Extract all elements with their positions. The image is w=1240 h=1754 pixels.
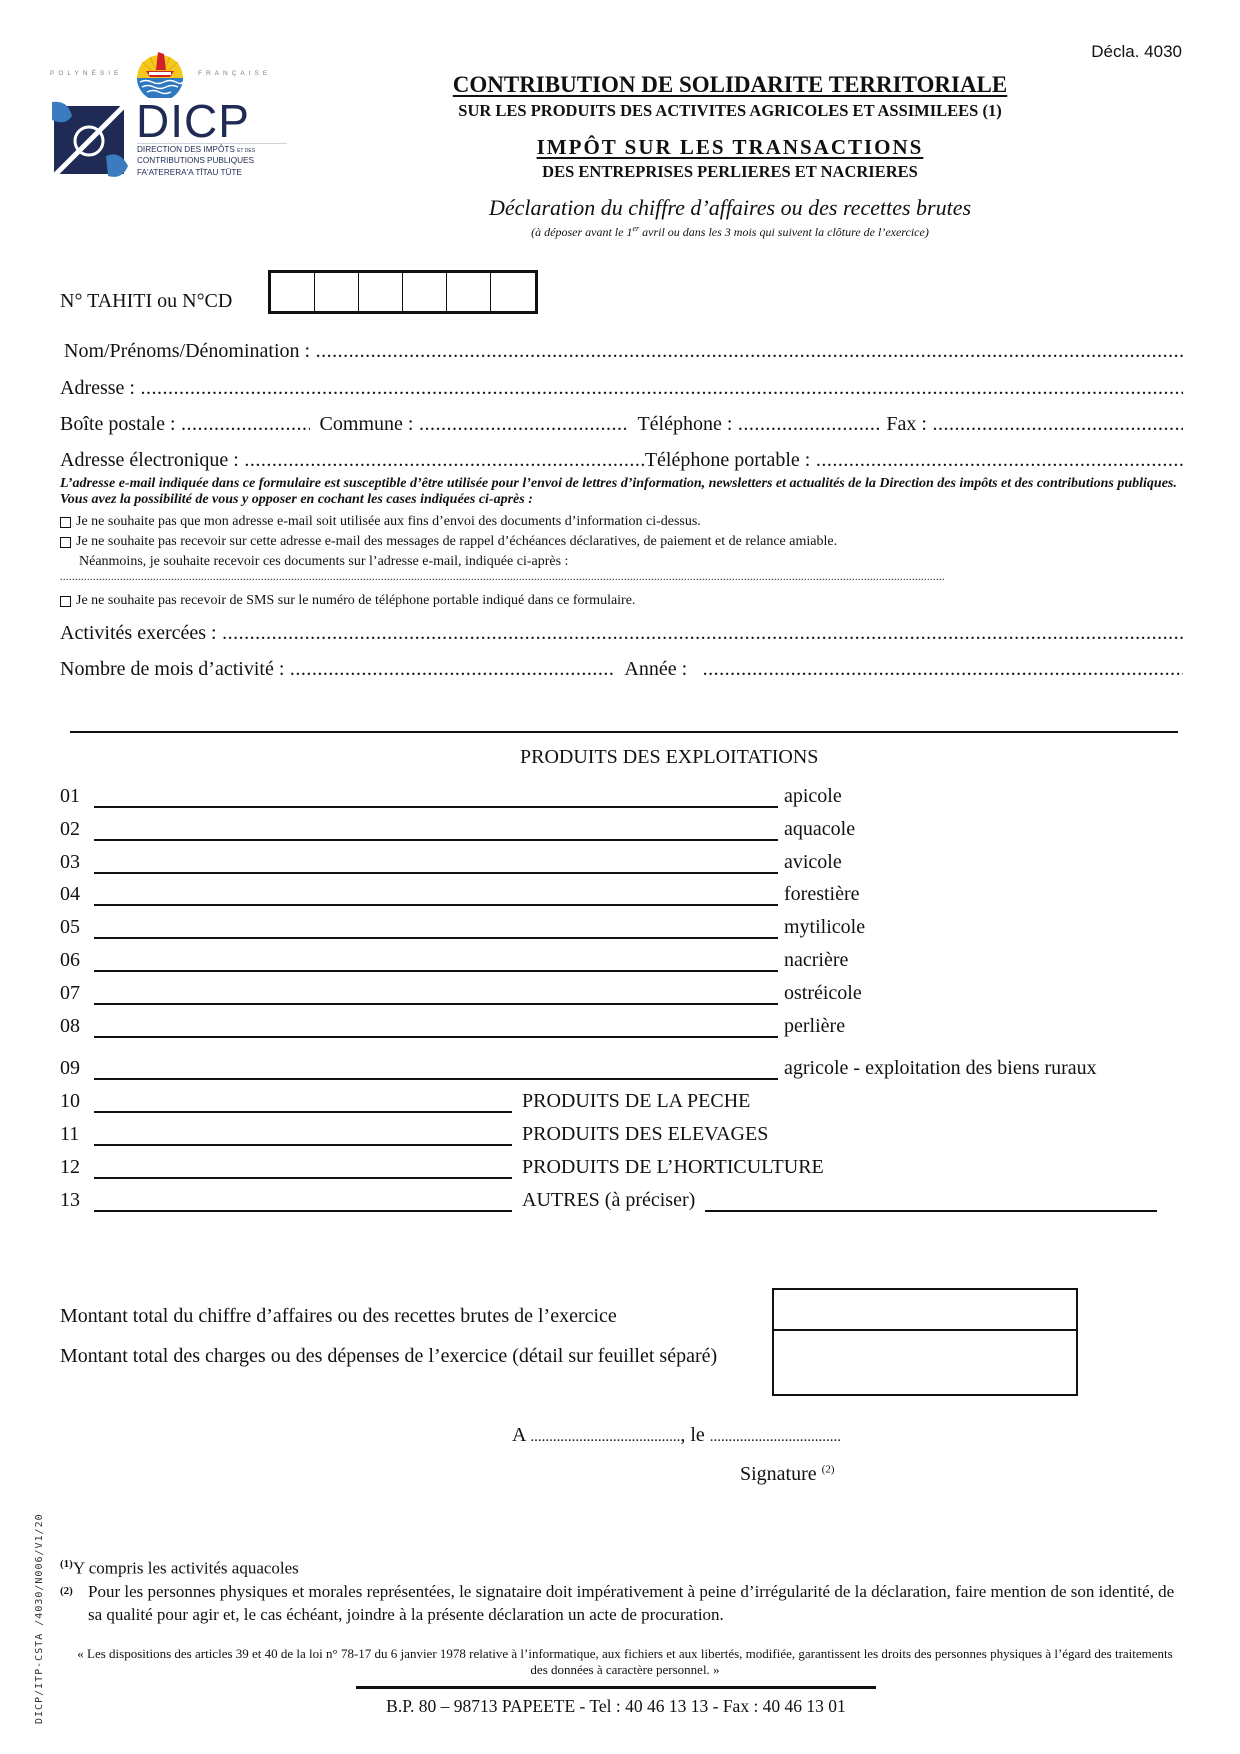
signature-footnote-ref: (2) (821, 1463, 835, 1476)
footer-address: B.P. 80 – 98713 PAPEETE - Tel : 40 46 13 13 - Fax : 40 46 13 01 (386, 1696, 846, 1716)
tahiti-digit-box[interactable] (359, 273, 403, 311)
consent-option-2[interactable] (60, 534, 837, 550)
product-amount-field[interactable] (94, 854, 778, 874)
phone-field[interactable] (732, 413, 882, 436)
product-row-label: avicole (784, 851, 842, 873)
commune-field[interactable] (413, 413, 627, 436)
product-row-number: 08 (60, 1015, 80, 1037)
product-row-label: AUTRES (à préciser) (522, 1189, 696, 1211)
months-field[interactable] (284, 658, 614, 681)
logo-subtitle-small: ET DES (237, 148, 256, 154)
name-field-row (64, 340, 1183, 363)
date-prefix: , le (680, 1424, 705, 1446)
product-row-number: 09 (60, 1057, 80, 1079)
address-field[interactable] (135, 377, 1183, 400)
logo-tahitian-text: FA'ATERERA'A TĪTAU TŪTE (137, 168, 242, 177)
total-charges-label: Montant total des charges ou des dépenses de l’exercice (détail sur feuillet séparé) (60, 1345, 718, 1367)
form-title-2-text: IMPÔT SUR LES TRANSACTIONS (536, 135, 924, 159)
product-amount-field[interactable] (94, 821, 778, 841)
logo-subtitle (137, 145, 255, 166)
dicp-mark-icon (50, 100, 130, 180)
polynesia-emblem-icon (134, 48, 186, 98)
tahiti-number-input[interactable] (268, 270, 538, 314)
mobile-label: Téléphone portable : (644, 449, 811, 471)
declaration-heading: Déclaration du chiffre d’affaires ou des recettes brutes (488, 195, 972, 220)
product-row-label: ostréicole (784, 982, 862, 1004)
product-row-number: 01 (60, 785, 80, 807)
product-row (60, 975, 1200, 1005)
checkbox[interactable] (60, 537, 71, 548)
commune-label: Commune : (319, 413, 414, 435)
tahiti-digit-box[interactable] (447, 273, 491, 311)
product-amount-field[interactable] (94, 1060, 778, 1080)
footnote-1 (60, 1558, 299, 1579)
email-label: Adresse électronique : (60, 449, 239, 471)
checkbox[interactable] (60, 517, 71, 528)
deadline-pre: (à déposer avant le 1 (531, 225, 633, 239)
form-title-2-subtitle: DES ENTREPRISES PERLIERES ET NACRIERES (542, 162, 918, 181)
product-row-number: 06 (60, 949, 80, 971)
total-revenue-input[interactable] (774, 1290, 1076, 1331)
product-row (60, 876, 1200, 906)
total-charges-input[interactable] (774, 1331, 1076, 1394)
place-field[interactable]: ........................................ (530, 1429, 681, 1445)
product-row-label: aquacole (784, 818, 856, 840)
tahiti-digit-box[interactable] (271, 273, 315, 311)
product-row (60, 1008, 1200, 1038)
deadline-note (360, 224, 1100, 240)
po-box-label: Boîte postale : (60, 413, 176, 435)
phone-label: Téléphone : (637, 413, 733, 435)
year-label: Année : (624, 658, 688, 680)
alternate-email-note: Néanmoins, je souhaite recevoir ces documents sur l’adresse e-mail, indiquée ci-après : (79, 554, 569, 569)
alternate-email-field[interactable] (60, 572, 1168, 583)
footnote-2-text: Pour les personnes physiques et morales représentées, le signataire doit impérativement à peine d’irrégularité de la déclaration, faire mention de son identité, de sa qualité pour agir et, le cas échéant, joindre à la présente déclaration un acte de procuration. (88, 1582, 1175, 1624)
product-row-number: 02 (60, 818, 80, 840)
product-row-number: 11 (60, 1123, 80, 1145)
activities-field-row (60, 622, 1183, 645)
other-product-row (60, 1182, 1200, 1212)
form-title (360, 72, 1100, 98)
name-label: Nom/Prénoms/Dénomination : (64, 340, 311, 362)
consent-option-3-label: Je ne souhaite pas recevoir de SMS sur le numéro de téléphone portable indiqué dans ce formulaire. (76, 593, 636, 608)
product-row-number: 07 (60, 982, 80, 1004)
footnote-1-mark: (1) (60, 1558, 73, 1570)
product-amount-field[interactable] (94, 1126, 512, 1146)
document-reference-code: DICP/ITP-CSTA /4030/N006/V1/20 (34, 1513, 45, 1724)
product-row (60, 942, 1200, 972)
product-row-number: 13 (60, 1189, 80, 1211)
product-amount-field[interactable] (94, 1159, 512, 1179)
consent-option-1-label: Je ne souhaite pas que mon adresse e-mail soit utilisée aux fins d’envoi des documents d’information ci-dessus. (76, 514, 701, 529)
months-label: Nombre de mois d’activité : (60, 658, 285, 680)
consent-option-1[interactable] (60, 514, 701, 530)
product-row-number: 04 (60, 883, 80, 905)
email-usage-notice: L’adresse e-mail indiquée dans ce formulaire est susceptible d’être utilisée pour l’envoi de lettres d’information, newsletters et actualités de la Direction des impôts et des contributions publiques. Vous avez la possibilité de vous y opposer en cochant les cases indiquées ci-après : (60, 476, 1177, 507)
product-row-label: perlière (784, 1015, 846, 1037)
other-product-row (60, 1149, 1200, 1179)
section-divider (70, 731, 1178, 733)
deadline-post: avril ou dans les 3 mois qui suivent la clôture de l’exercice) (639, 225, 929, 239)
product-row (60, 844, 1200, 874)
footnote-2 (60, 1580, 1190, 1626)
product-row-label: PRODUITS DES ELEVAGES (522, 1123, 769, 1145)
product-amount-field[interactable] (94, 985, 778, 1005)
signature-label[interactable] (740, 1463, 834, 1486)
place-date-line (512, 1424, 841, 1447)
product-row-number: 03 (60, 851, 80, 873)
footnote-2-mark: (2) (60, 1585, 73, 1597)
product-row (60, 909, 1200, 939)
fax-label: Fax : (886, 413, 927, 435)
product-row-number: 12 (60, 1156, 80, 1178)
contact-field-row (60, 413, 1183, 436)
consent-option-3[interactable] (60, 593, 635, 609)
fax-field[interactable] (927, 413, 1183, 436)
product-row-label: PRODUITS DE LA PECHE (522, 1090, 751, 1112)
name-field[interactable] (310, 340, 1183, 363)
deadline-sup: er (632, 224, 640, 233)
products-section-title: PRODUITS DES EXPLOITATIONS (520, 746, 819, 768)
form-title-2 (360, 135, 1100, 160)
totals-box (772, 1288, 1078, 1396)
activities-label: Activités exercées : (60, 622, 217, 644)
form-title-text: CONTRIBUTION DE SOLIDARITE TERRITORIALE (452, 72, 1008, 97)
footer-divider (356, 1686, 876, 1689)
address-field-row (60, 377, 1183, 400)
product-amount-field[interactable] (94, 1018, 778, 1038)
product-row-number: 05 (60, 916, 80, 938)
product-amount-field[interactable] (94, 919, 778, 939)
logo-polynesie-text: POLYNÉSIE (50, 70, 123, 77)
address-label: Adresse : (60, 377, 135, 399)
product-row-label: forestière (784, 883, 860, 905)
product-row-label: agricole - exploitation des biens ruraux (784, 1057, 1097, 1079)
dicp-logo (48, 48, 288, 180)
form-title-subtitle: SUR LES PRODUITS DES ACTIVITES AGRICOLES ET ASSIMILEES (1) (458, 101, 1002, 120)
place-prefix: A (512, 1424, 526, 1446)
product-amount-field[interactable] (94, 788, 778, 808)
po-box-field[interactable] (176, 413, 310, 436)
tahiti-number-label: N° TAHITI ou N°CD (60, 290, 233, 312)
date-field[interactable]: ................................... (709, 1429, 842, 1445)
other-product-row (60, 1116, 1200, 1146)
form-reference: Décla. 4030 (1091, 42, 1182, 61)
logo-divider (137, 143, 287, 144)
checkbox[interactable] (60, 596, 71, 607)
signature-text: Signature (740, 1463, 817, 1485)
product-amount-field[interactable] (94, 1192, 512, 1212)
logo-subtitle-line1: DIRECTION DES IMPÔTS (137, 145, 235, 154)
mobile-field[interactable] (810, 449, 1183, 472)
other-specify-field[interactable] (705, 1192, 1157, 1212)
product-amount-field[interactable] (94, 1093, 512, 1113)
email-field[interactable] (239, 449, 645, 472)
product-row-label: apicole (784, 785, 842, 807)
footnote-1-text: Y compris les activités aquacoles (72, 1558, 299, 1578)
product-row (60, 811, 1200, 841)
product-amount-field[interactable] (94, 886, 778, 906)
logo-subtitle-line2: CONTRIBUTIONS PUBLIQUES (137, 156, 254, 165)
product-amount-field[interactable] (94, 952, 778, 972)
months-field-row (60, 658, 1183, 681)
privacy-notice: « Les dispositions des articles 39 et 40 de la loi n° 78-17 du 6 janvier 1978 relative à l’informatique, aux fichiers et aux libertés, modifiée, garantissent les droits des personnes physiques à l’égard des traitements des données à caractère personnel. » (77, 1646, 1173, 1677)
year-field[interactable] (697, 658, 1183, 681)
dicp-wordmark: DICP (136, 95, 250, 147)
tahiti-digit-box[interactable] (491, 273, 535, 311)
other-product-row (60, 1083, 1200, 1113)
total-revenue-label: Montant total du chiffre d’affaires ou des recettes brutes de l’exercice (60, 1305, 617, 1327)
product-row (60, 1050, 1200, 1080)
product-row (60, 778, 1200, 808)
activities-field[interactable] (217, 622, 1183, 645)
product-row-label: PRODUITS DE L’HORTICULTURE (522, 1156, 824, 1178)
email-field-row (60, 449, 1183, 472)
tahiti-digit-box[interactable] (315, 273, 359, 311)
product-row-label: nacrière (784, 949, 849, 971)
consent-option-2-label: Je ne souhaite pas recevoir sur cette adresse e-mail des messages de rappel d’échéances déclaratives, de paiement et de relance amiable. (76, 534, 838, 549)
tahiti-digit-box[interactable] (403, 273, 447, 311)
product-row-label: mytilicole (784, 916, 866, 938)
product-row-number: 10 (60, 1090, 80, 1112)
logo-francaise-text: FRANÇAISE (198, 70, 272, 77)
